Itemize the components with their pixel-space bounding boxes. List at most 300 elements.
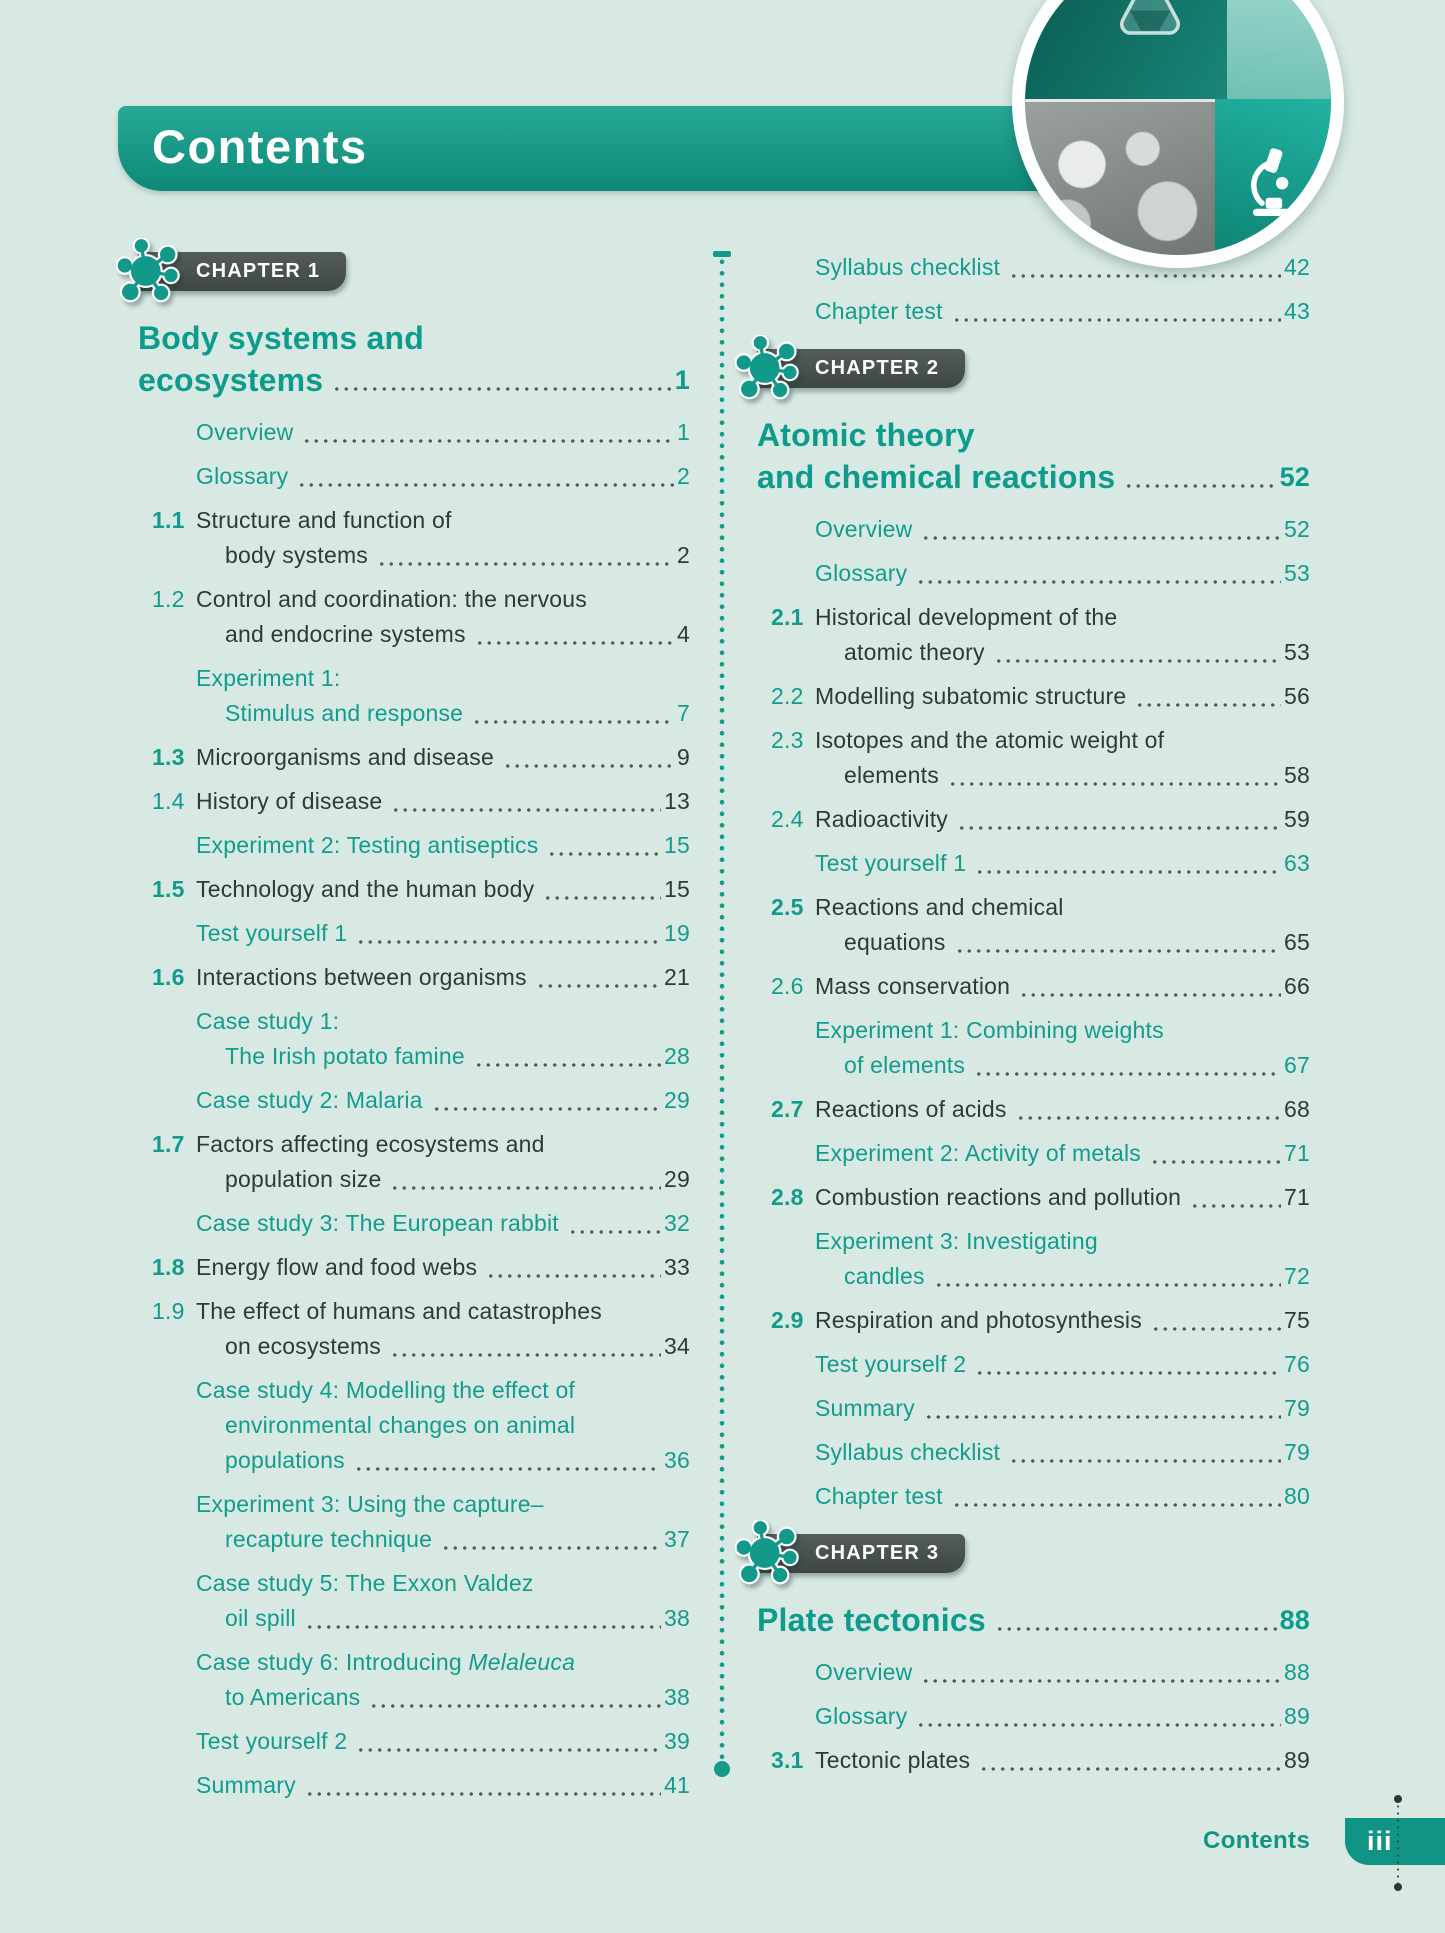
chapter-title-row	[757, 1599, 1310, 1641]
entry-text: Glossary	[815, 560, 908, 586]
page-number: 59	[1284, 806, 1310, 832]
header-bar	[118, 106, 1160, 191]
dotted-leader	[472, 718, 674, 724]
page-number: 58	[1284, 762, 1310, 788]
toc-line	[138, 661, 690, 696]
toc-line	[138, 503, 690, 538]
toc-line	[757, 250, 1310, 285]
dotted-leader	[503, 762, 674, 768]
toc-section-entry	[757, 1743, 1310, 1778]
page-number: 28	[664, 1043, 690, 1069]
toc-line	[757, 1259, 1310, 1294]
chapter-title-row	[138, 359, 690, 401]
page-number: 13	[664, 788, 690, 814]
entry-text: Mass conservation	[815, 973, 1011, 999]
dotted-leader	[955, 947, 1281, 953]
footer-page-tab	[1345, 1818, 1445, 1865]
entry-text: to Americans	[225, 1684, 361, 1710]
entry-text: Control and coordination: the nervous	[196, 586, 587, 612]
flask-icon	[1105, 0, 1195, 51]
page-number: 53	[1284, 639, 1310, 665]
toc-section-entry	[138, 503, 690, 573]
science-photo-circle	[1012, 0, 1344, 268]
dotted-leader	[486, 1272, 661, 1278]
molecule-icon	[735, 335, 801, 401]
chapter-badge-label: CHAPTER 1	[196, 260, 321, 282]
entry-text: atomic theory	[844, 639, 985, 665]
toc-line	[757, 1180, 1310, 1215]
dotted-leader	[356, 938, 661, 944]
entry-text: Case study 1:	[196, 1008, 340, 1034]
toc-line	[757, 1013, 1310, 1048]
page-number: 36	[664, 1447, 690, 1473]
page-number: 15	[664, 832, 690, 858]
toc-line	[757, 556, 1310, 591]
chapter-title-line: ecosystems	[138, 362, 324, 398]
toc-line	[138, 1645, 690, 1680]
section-number: 2.5	[771, 894, 804, 920]
toc-column-right	[757, 250, 1310, 1787]
toc-sub-entry	[138, 1768, 690, 1803]
entry-text: Historical development of the	[815, 604, 1118, 630]
toc-sub-entry	[757, 1347, 1310, 1382]
entry-text: Case study 6: Introducing Melaleuca	[196, 1649, 576, 1675]
toc-line	[138, 1083, 690, 1118]
toc-section-entry	[138, 740, 690, 775]
dotted-leader	[924, 1413, 1281, 1419]
dotted-leader	[934, 1281, 1281, 1287]
toc-line	[757, 1136, 1310, 1171]
dotted-leader	[1009, 272, 1281, 278]
toc-section-entry	[138, 1127, 690, 1197]
molecule-icon	[735, 1520, 801, 1586]
page-number: 52	[1284, 516, 1310, 542]
page-number: 80	[1284, 1483, 1310, 1509]
entry-text: Summary	[815, 1395, 915, 1421]
section-number: 2.1	[771, 604, 804, 630]
toc-line	[138, 740, 690, 775]
toc-line	[757, 1303, 1310, 1338]
toc-sub-entry	[757, 1479, 1310, 1514]
dotted-leader	[995, 1625, 1277, 1631]
entry-text: The Irish potato famine	[225, 1043, 465, 1069]
section-number: 1.8	[152, 1254, 185, 1280]
dotted-leader	[974, 1070, 1281, 1076]
toc-line	[138, 1724, 690, 1759]
toc-line	[138, 1373, 690, 1408]
dotted-leader	[305, 1790, 661, 1796]
entry-text: History of disease	[196, 788, 383, 814]
page-number: 76	[1284, 1351, 1310, 1377]
section-number: 3.1	[771, 1747, 804, 1773]
entry-text: Glossary	[815, 1703, 908, 1729]
section-number: 1.9	[152, 1298, 185, 1324]
entry-text: Chapter test	[815, 298, 943, 324]
chapter-badge-label: CHAPTER 2	[815, 357, 940, 379]
entry-text: Experiment 1:	[196, 665, 341, 691]
toc-sub-entry	[138, 661, 690, 731]
entry-text: Experiment 2: Testing antiseptics	[196, 832, 539, 858]
toc-sub-entry	[138, 415, 690, 450]
page-number: 71	[1284, 1140, 1310, 1166]
science-photo-collage	[1025, 0, 1331, 255]
toc-section-entry	[757, 969, 1310, 1004]
entry-text: recapture technique	[225, 1526, 433, 1552]
toc-sub-entry	[757, 1136, 1310, 1171]
entry-text: equations	[844, 929, 946, 955]
entry-text: Experiment 3: Using the capture–	[196, 1491, 544, 1517]
dotted-leader	[475, 639, 674, 645]
chapter-badge-wrap	[138, 252, 690, 291]
entry-text: Reactions and chemical	[815, 894, 1064, 920]
entry-text: Case study 4: Modelling the effect of	[196, 1377, 576, 1403]
toc-sub-entry	[757, 1391, 1310, 1426]
entry-text: candles	[844, 1263, 925, 1289]
toc-sub-entry	[757, 294, 1310, 329]
entry-text: on ecosystems	[225, 1333, 381, 1359]
chapter-title-line: Body systems and	[138, 320, 424, 356]
toc-line	[757, 679, 1310, 714]
toc-section-entry	[757, 890, 1310, 960]
page-number: 38	[664, 1605, 690, 1631]
dotted-leader	[948, 780, 1281, 786]
toc-line	[138, 1294, 690, 1329]
toc-line	[138, 1768, 690, 1803]
dotted-leader	[297, 481, 674, 487]
molecule-icon	[116, 238, 182, 304]
dotted-leader	[536, 982, 661, 988]
footer-section-label: Contents	[1203, 1827, 1311, 1854]
dotted-leader	[1151, 1325, 1281, 1331]
toc-section-entry	[757, 723, 1310, 793]
toc-line	[138, 828, 690, 863]
page-number: 67	[1284, 1052, 1310, 1078]
toc-line	[138, 784, 690, 819]
toc-section-entry	[138, 872, 690, 907]
toc-line	[138, 1408, 690, 1443]
dotted-leader	[979, 1765, 1281, 1771]
entry-text: Test yourself 2	[815, 1351, 967, 1377]
entry-text: Test yourself 1	[196, 920, 348, 946]
section-number: 2.6	[771, 973, 804, 999]
trim-mark	[1397, 1803, 1399, 1883]
entry-text: and endocrine systems	[225, 621, 466, 647]
toc-sub-entry	[138, 1004, 690, 1074]
toc-line	[757, 802, 1310, 837]
page-number: 37	[664, 1526, 690, 1552]
section-number: 1.5	[152, 876, 185, 902]
dotted-leader	[356, 1746, 661, 1752]
dotted-leader	[441, 1544, 661, 1550]
glassware-photo-panel	[1227, 0, 1331, 99]
dotted-leader	[957, 824, 1281, 830]
dotted-leader	[391, 806, 661, 812]
page-number: 38	[664, 1684, 690, 1710]
section-number: 2.9	[771, 1307, 804, 1333]
entry-text: Experiment 1: Combining weights	[815, 1017, 1164, 1043]
toc-line	[138, 1443, 690, 1478]
entry-text: Microorganisms and disease	[196, 744, 494, 770]
toc-line	[757, 846, 1310, 881]
toc-line	[757, 1048, 1310, 1083]
chapter-badge	[138, 252, 346, 291]
toc-line	[757, 723, 1310, 758]
entry-text: population size	[225, 1166, 382, 1192]
dotted-leader	[1019, 991, 1281, 997]
toc-line	[138, 1522, 690, 1557]
microscope-icon	[1236, 143, 1310, 227]
page-number: 53	[1284, 560, 1310, 586]
toc-line	[757, 969, 1310, 1004]
entry-text: Modelling subatomic structure	[815, 683, 1127, 709]
page-number: 33	[664, 1254, 690, 1280]
toc-line	[138, 960, 690, 995]
page-number: 89	[1284, 1747, 1310, 1773]
microscopy-photo-panel	[1025, 99, 1218, 255]
page-number: 29	[664, 1166, 690, 1192]
chapter-badge-wrap	[757, 1534, 1310, 1573]
entry-text: The effect of humans and catastrophes	[196, 1298, 602, 1324]
page-number: 2	[677, 542, 690, 568]
dotted-leader	[547, 850, 661, 856]
entry-text: Reactions of acids	[815, 1096, 1007, 1122]
section-number: 1.2	[152, 586, 185, 612]
toc-section-entry	[138, 960, 690, 995]
chapter-title-line: and chemical reactions	[757, 459, 1116, 495]
entry-text: Chapter test	[815, 1483, 943, 1509]
toc-line	[138, 1127, 690, 1162]
entry-text: Case study 5: The Exxon Valdez	[196, 1570, 534, 1596]
toc-line	[757, 1479, 1310, 1514]
toc-sub-entry	[138, 1206, 690, 1241]
toc-line	[757, 1092, 1310, 1127]
entry-text: populations	[225, 1447, 345, 1473]
page-number: 32	[664, 1210, 690, 1236]
page-number: 43	[1284, 298, 1310, 324]
dotted-leader	[432, 1105, 661, 1111]
toc-section-entry	[757, 600, 1310, 670]
dotted-leader	[975, 868, 1281, 874]
toc-line	[757, 1743, 1310, 1778]
toc-line	[757, 1347, 1310, 1382]
entry-text: Factors affecting ecosystems and	[196, 1131, 545, 1157]
toc-sub-entry	[138, 1083, 690, 1118]
section-number: 1.4	[152, 788, 185, 814]
entry-text: Experiment 2: Activity of metals	[815, 1140, 1141, 1166]
page-number: 7	[677, 700, 690, 726]
entry-text: Isotopes and the atomic weight of	[815, 727, 1165, 753]
toc-chapter-title	[757, 1599, 1310, 1641]
toc-line	[138, 696, 690, 731]
dotted-leader	[921, 1677, 1281, 1683]
dotted-leader	[305, 1623, 661, 1629]
chapter-badge-wrap	[757, 349, 1310, 388]
dotted-leader	[994, 657, 1281, 663]
toc-line	[138, 1039, 690, 1074]
toc-section-entry	[138, 784, 690, 819]
page-number: 66	[1284, 973, 1310, 999]
toc-line	[138, 582, 690, 617]
toc-line	[757, 758, 1310, 793]
toc-line	[757, 294, 1310, 329]
page-number: 41	[664, 1772, 690, 1798]
page-number: 34	[664, 1333, 690, 1359]
entry-text: Experiment 3: Investigating	[815, 1228, 1098, 1254]
entry-text: Overview	[196, 419, 294, 445]
toc-section-entry	[138, 1294, 690, 1364]
toc-sub-entry	[757, 1435, 1310, 1470]
toc-line	[757, 600, 1310, 635]
page-number: 79	[1284, 1395, 1310, 1421]
toc-section-entry	[757, 1180, 1310, 1215]
toc-line	[138, 1680, 690, 1715]
entry-text: environmental changes on animal	[225, 1412, 576, 1438]
page-number: 71	[1284, 1184, 1310, 1210]
entry-text: Syllabus checklist	[815, 1439, 1001, 1465]
dotted-leader	[1150, 1158, 1281, 1164]
toc-line	[138, 617, 690, 652]
toc-section-entry	[757, 1092, 1310, 1127]
section-number: 2.7	[771, 1096, 804, 1122]
entry-text: Stimulus and response	[225, 700, 464, 726]
section-number: 2.8	[771, 1184, 804, 1210]
toc-sub-entry	[138, 459, 690, 494]
toc-sub-entry	[138, 1373, 690, 1478]
toc-sub-entry	[138, 828, 690, 863]
page-number: 72	[1284, 1263, 1310, 1289]
column-divider	[719, 256, 725, 1761]
toc-line	[138, 1004, 690, 1039]
page-number: 4	[677, 621, 690, 647]
dotted-leader	[1016, 1114, 1281, 1120]
page-number: 79	[1284, 1439, 1310, 1465]
section-number: 2.2	[771, 683, 804, 709]
toc-line	[138, 1206, 690, 1241]
dotted-leader	[390, 1351, 661, 1357]
toc-sub-entry	[757, 1699, 1310, 1734]
toc-line	[757, 1655, 1310, 1690]
chapter-badge	[757, 1534, 965, 1573]
entry-text: Tectonic plates	[815, 1747, 971, 1773]
dotted-leader	[952, 1501, 1281, 1507]
toc-line	[138, 1162, 690, 1197]
entry-text: Overview	[815, 516, 913, 542]
entry-text: body systems	[225, 542, 369, 568]
folio-page-number: iii	[1367, 1826, 1393, 1856]
toc-sub-entry	[757, 556, 1310, 591]
toc-line	[138, 1487, 690, 1522]
chapter-title-line: Plate tectonics	[757, 1602, 986, 1638]
page-number: 65	[1284, 929, 1310, 955]
section-number: 1.3	[152, 744, 185, 770]
dotted-leader	[975, 1369, 1281, 1375]
page-number: 63	[1284, 850, 1310, 876]
page-number: 75	[1284, 1307, 1310, 1333]
dotted-leader	[921, 534, 1281, 540]
chapter-badge	[757, 349, 965, 388]
toc-section-entry	[757, 679, 1310, 714]
dotted-leader	[354, 1465, 661, 1471]
entry-text: Test yourself 1	[815, 850, 967, 876]
entry-text: Case study 2: Malaria	[196, 1087, 423, 1113]
page-number: 68	[1284, 1096, 1310, 1122]
dotted-leader	[916, 1721, 1281, 1727]
entry-text: of elements	[844, 1052, 966, 1078]
page-number: 21	[664, 964, 690, 990]
entry-text: Combustion reactions and pollution	[815, 1184, 1182, 1210]
section-number: 1.7	[152, 1131, 185, 1157]
dotted-leader	[332, 385, 672, 391]
entry-text: Case study 3: The European rabbit	[196, 1210, 559, 1236]
entry-text: Summary	[196, 1772, 296, 1798]
dotted-leader	[302, 437, 674, 443]
dotted-leader	[1009, 1457, 1281, 1463]
page-number: 19	[664, 920, 690, 946]
page-number: 39	[664, 1728, 690, 1754]
dotted-leader	[1124, 482, 1276, 488]
dotted-leader	[1190, 1202, 1281, 1208]
toc-line	[138, 459, 690, 494]
dotted-leader	[474, 1061, 661, 1067]
toc-line	[757, 1435, 1310, 1470]
toc-line	[138, 872, 690, 907]
toc-sub-entry	[757, 1655, 1310, 1690]
chapter-title-row	[757, 456, 1310, 498]
page-number: 2	[677, 463, 690, 489]
toc-sub-entry	[138, 1645, 690, 1715]
entry-text: Structure and function of	[196, 507, 452, 533]
toc-chapter-title	[138, 317, 690, 401]
page-number: 42	[1284, 254, 1310, 280]
entry-text: Technology and the human body	[196, 876, 535, 902]
chapter-title-line: Atomic theory	[757, 417, 975, 453]
entry-text: Radioactivity	[815, 806, 948, 832]
entry-text: Energy flow and food webs	[196, 1254, 478, 1280]
toc-sub-entry	[757, 512, 1310, 547]
page-number: 9	[677, 744, 690, 770]
toc-line	[138, 1329, 690, 1364]
toc-sub-entry	[757, 1013, 1310, 1083]
dotted-leader	[390, 1184, 661, 1190]
toc-line	[757, 1391, 1310, 1426]
toc-line	[138, 415, 690, 450]
page-number: 88	[1284, 1659, 1310, 1685]
dotted-leader	[1135, 701, 1281, 707]
toc-line	[138, 1566, 690, 1601]
entry-text: Test yourself 2	[196, 1728, 348, 1754]
toc-chapter-title	[757, 414, 1310, 498]
dotted-leader	[369, 1702, 661, 1708]
toc-sub-entry	[138, 1724, 690, 1759]
page-number: 1	[677, 419, 690, 445]
toc-line	[757, 925, 1310, 960]
page-number: 88	[1279, 1605, 1310, 1635]
page-number: 52	[1279, 462, 1310, 492]
dotted-leader	[377, 560, 674, 566]
entry-text: Interactions between organisms	[196, 964, 527, 990]
toc-sub-entry	[138, 1566, 690, 1636]
toc-sub-entry	[757, 1224, 1310, 1294]
dotted-leader	[916, 578, 1281, 584]
section-number: 1.1	[152, 507, 185, 533]
page-title: Contents	[152, 120, 368, 173]
toc-line	[138, 916, 690, 951]
section-number: 1.6	[152, 964, 185, 990]
page-number: 89	[1284, 1703, 1310, 1729]
entry-text: Respiration and photosynthesis	[815, 1307, 1142, 1333]
toc-line	[138, 1250, 690, 1285]
page-number: 1	[674, 365, 690, 395]
